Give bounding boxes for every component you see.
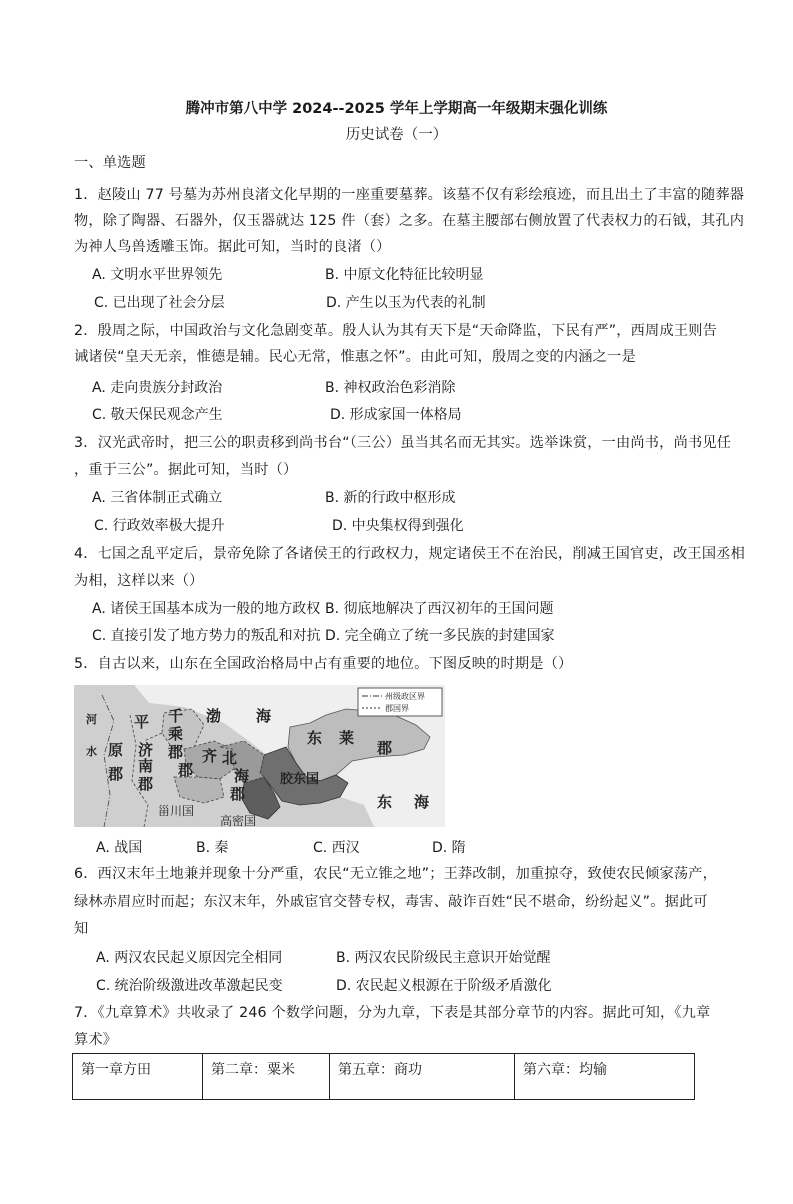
option-b[interactable]: B. 彻底地解决了西汉初年的王国问题 [325,601,554,617]
option-a[interactable]: A. 走向贵族分封政治 [92,380,223,396]
map-label: 海 [414,793,430,811]
option-d[interactable]: D. 产生以玉为代表的礼制 [326,295,486,311]
page-title: 腾冲市第八中学 2024--2025 学年上学期高一年级期末强化训练 [185,101,608,117]
question-text-line: 为相，这样以来（） [74,573,204,589]
option-a[interactable]: A. 诸侯王国基本成为一般的地方政权 [92,601,321,617]
chapter-table [72,1053,695,1100]
map-label: 水 [86,745,97,758]
option-a[interactable]: A. 文明水平世界领先 [92,267,223,283]
option-b[interactable]: B. 神权政治色彩消除 [325,380,456,396]
question-text-line: 6．西汉末年土地兼并现象十分严重，农民“无立锥之地”；王莽改制，加重掠夺，致使农民倾家荡产， [74,866,717,882]
option-d[interactable]: D. 隋 [432,840,466,856]
table-cell: 第一章方田 [73,1054,203,1100]
option-c[interactable]: C. 直接引发了地方势力的叛乱和对抗 [92,628,321,644]
option-a[interactable]: A. 两汉农民起义原因完全相同 [96,950,283,966]
map-label: 郡 [178,761,194,779]
page-subtitle: 历史试卷（一） [345,127,448,143]
question-text-line: 知 [74,921,89,937]
section-heading: 一、单选题 [74,155,146,171]
option-c[interactable]: C. 西汉 [313,840,360,856]
table-cell: 第二章：粟米 [203,1054,330,1100]
question-text-line: 2．殷周之际，中国政治与文化急剧变革。殷人认为其有天下是“天命降监，下民有严”，西周成王则告 [74,323,717,339]
option-c[interactable]: C. 已出现了社会分层 [94,295,225,311]
option-d[interactable]: D. 形成家国一体格局 [330,407,462,423]
question-text-line: 算术》 [74,1032,118,1048]
map-label: 南 [138,757,154,775]
map-label: 渤 [206,707,222,725]
question-text-line: 5．自古以来，山东在全国政治格局中占有重要的地位。下图反映的时期是（） [74,656,573,672]
option-c[interactable]: C. 行政效率极大提升 [94,518,225,534]
map-label: 海 [256,707,272,725]
map-label: 齐 [202,747,218,765]
map-label: 莱 [339,729,355,747]
map-label: 甾川国 [158,804,195,818]
map-label: 郡 [138,775,154,793]
map-label: 东 [377,793,393,811]
question-text-line: 1．赵陵山 77 号墓为苏州良渚文化早期的一座重要墓葬。该墓不仅有彩绘痕迹，而且出土了丰富的随葬器 [74,187,745,203]
option-b[interactable]: B. 两汉农民阶级民主意识开始觉醒 [336,950,551,966]
map-label: 郡 [230,785,246,803]
map-label: 原 [108,741,124,759]
historical-map [74,685,445,827]
map-label: 郡 [377,739,393,757]
map-label: 海 [234,767,250,785]
map-label: 河 [86,713,97,726]
map-label: 郡 [168,743,184,761]
legend-label: 郡国界 [385,704,409,713]
option-b[interactable]: B. 秦 [196,840,229,856]
option-c[interactable]: C. 统治阶级激进改革激起民变 [96,978,283,994]
question-text-line: 物，除了陶器、石器外，仅玉器就达 125 件（套）之多。在墓主腰部右侧放置了代表权力的石钺，其孔内 [74,213,745,229]
legend-label: 州级政区界 [385,692,425,701]
map-label: 济 [138,741,154,759]
table-row [73,1054,695,1100]
map-label: 胶东国 [280,772,320,787]
option-a[interactable]: A. 三省体制正式确立 [92,490,223,506]
option-d[interactable]: D. 中央集权得到强化 [332,518,464,534]
question-text-line: 7．《九章算术》共收录了 246 个数学问题，分为九章，下表是其部分章节的内容。据此可知，《九章 [74,1005,711,1021]
option-d[interactable]: D. 完全确立了统一多民族的封建国家 [325,628,555,644]
map-label: 郡 [108,765,124,783]
option-d[interactable]: D. 农民起义根源在于阶级矛盾激化 [336,978,552,994]
option-c[interactable]: C. 敬天保民观念产生 [92,407,223,423]
map-label: 东 [307,729,323,747]
question-text-line: ，重于三公”。据此可知，当时（） [74,462,298,478]
question-text-line: 诫诸侯“皇天无亲，惟德是辅。民心无常，惟惠之怀”。由此可知，殷周之变的内涵之一是 [74,349,636,365]
option-b[interactable]: B. 中原文化特征比较明显 [325,267,484,283]
question-text-line: 3．汉光武帝时，把三公的职责移到尚书台“（三公）虽当其名而无其实。选举诛赏，一由尚书，尚书见任 [74,435,732,451]
table-cell: 第六章：均输 [515,1054,695,1100]
map-label: 高密国 [220,814,257,827]
question-text-line: 为神人鸟兽透雕玉饰。据此可知，当时的良渚（） [74,239,391,255]
map-label: 北 [222,749,238,767]
map-label: 乘 [168,725,184,743]
table-cell: 第五章：商功 [330,1054,515,1100]
question-text-line: 绿林赤眉应时而起；东汉末年，外戚宦官交替专权，毒害、敲诈百姓“民不堪命，纷纷起义”。据此可 [74,894,708,910]
question-text-line: 4．七国之乱平定后，景帝免除了各诸侯王的行政权力，规定诸侯王不在治民，削减王国官吏，改王国丞相 [74,546,746,562]
map-figure [74,685,445,827]
option-a[interactable]: A. 战国 [96,840,143,856]
map-label: 平 [134,713,150,731]
option-b[interactable]: B. 新的行政中枢形成 [325,490,456,506]
map-label: 千 [168,707,184,725]
